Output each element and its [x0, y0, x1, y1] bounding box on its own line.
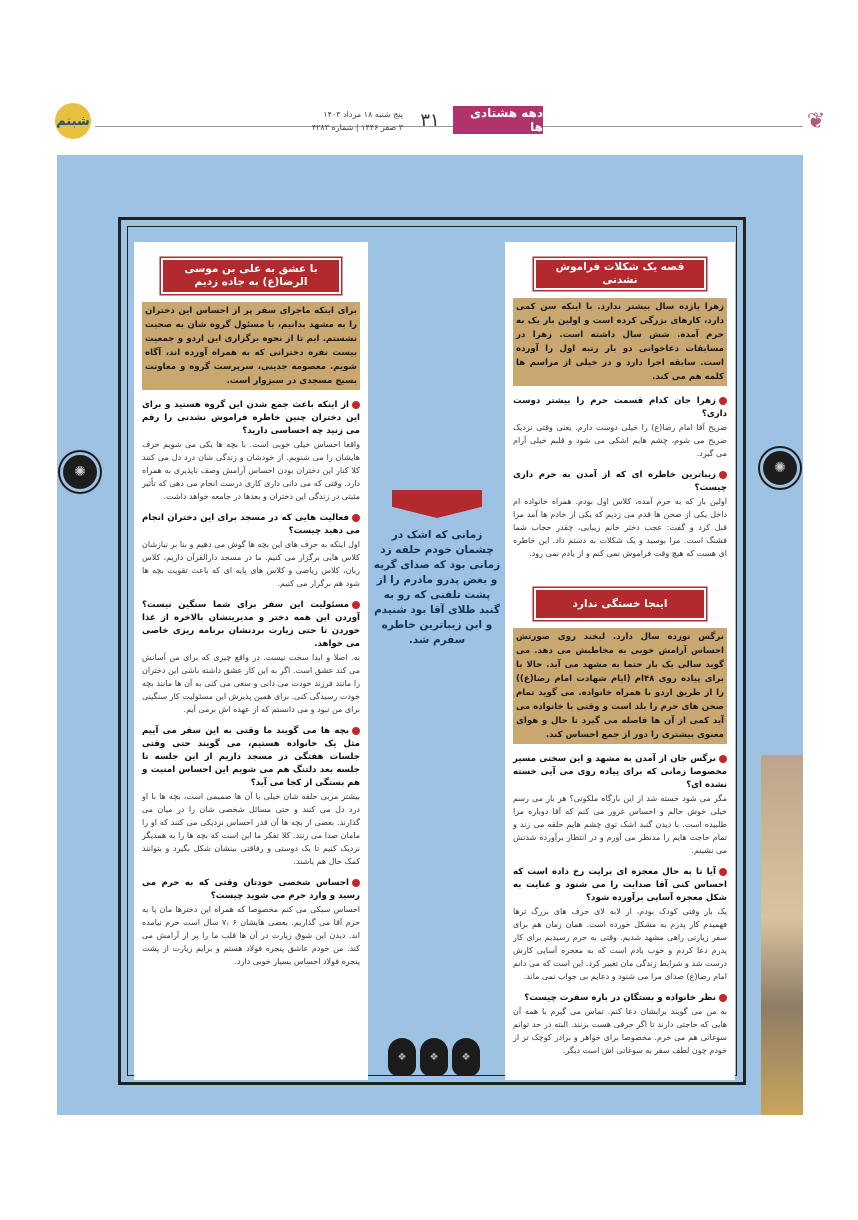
page-number: ۳۱ [420, 109, 440, 131]
question: از اینکه باعث جمع شدن این گروه هستید و برای این دختران چنین خاطره فراموش نشدنی را رقم می زنید چه احساسی دارید؟ [142, 400, 360, 436]
question: فعالیت هایی که در مسجد برای این دختران انجام می دهید چیست؟ [142, 513, 360, 536]
answer: یک بار وقتی کودک بودم، از لابه لای حرف های بزرگ ترها فهمیدم کار پدرم به مشکل خورده است. همان زمان هم برای سفر زیارتی راهی مشهد شدیم. وقتی به حرم رسیدیم برای کار پدرم دعا کردم و خوب یادم است که به معجزه آسایی کارش درست شد و شرایط زندگی مان تغییر کرد. این است که می دانم امام رضا(ع) صدای مرا می شنود و دعایم بی جواب نمی ماند. [513, 907, 727, 981]
answer: واقعا احساس خیلی خوبی است. با بچه ها یکی می شویم حرف هایشان را می شنویم. از خودشان و زندگی شان درد دل می کنند کلا کنار این دختران بودن احساس آرامش وصف ناپذیری به همراه دارد. وقتی که می دانی داری کاری درست انجام می دهی که تأثیر مثبتی در زندگی این دختران و بعدها در جامعه خواهد داشت. [142, 440, 360, 501]
answer: مگر می شود خسته شد از این بارگاه ملکوتی؟ هر بار می رسم خیلی خوش حالم و احساس غرور می کنم که آقا دوباره مرا طلبیده است. با دیدن گنبد اشک توی چشم هایم حلقه می زند و تمام حاجت هایم را مدنظر می آورم و در انتظار برآورده شدنش می نشینم. [513, 794, 727, 855]
ornament-icon: ❦ [806, 108, 826, 134]
calligraphy-emblems [384, 1038, 484, 1078]
bullet-icon [719, 994, 727, 1002]
answer: اول اینکه به حرف های این بچه ها گوش می دهیم و بنا بر نیازشان کلاس هایی برگزار می کنیم. ما در مسجد دارالقرآن داریم، کلاس زبان، کلاس ریاضی و کلاس های پایه ای که باعث تقویت بچه ها شود هم برگزار می کنیم. [142, 540, 360, 588]
bullet-icon [352, 601, 360, 609]
question: نظر خانواده و بستگان در باره سفرت چیست؟ [513, 992, 727, 1005]
date-line-1: پنج شنبه ۱۸ مرداد ۱۴۰۳ [323, 110, 403, 119]
question: آیا تا به حال معجزه ای برایت رخ داده است که احساس کنی آقا صدایت را می شنود و عنایت به شکل معجزه آسایی برآورده شود؟ [513, 867, 727, 903]
article-intro: زهرا یازده سال بیشتر ندارد. با اینکه سن کمی دارد، کارهای بزرگی کرده است و اولین بار یک به حرم آمده. شش سال داشته است. زهرا در مسابقات دعاخوانی دو بار رتبه اول را آورده است. سابقه اجرا دارد و در خیلی از مراسم ها کلمه هم می کند. [513, 298, 727, 386]
article-intro: برای اینکه ماجرای سفر پر از احساس این دختران را به مشهد بدانیم، با مسئول گروه شان به صحبت نشستم. ایم تا از نحوه برگزاری این اردو و جمعیت بیست نفره دخترانی که به همراه آورده اند، آگاه شویم. معصومه جدینی، سرپرست گروه و معاونت بسیج مسجدی در سبزوار است. [142, 302, 360, 390]
question: نرگس جان از آمدن به مشهد و این سختی مسیر مخصوصا زمانی که برای پیاده روی می آیی خسته نشده ای؟ [513, 754, 727, 790]
date-line-2: ۳ صفر ۱۴۴۶ | شماره ۴۲۸۳ [311, 123, 403, 132]
city-photo-strip [761, 755, 803, 1115]
bullet-icon [352, 514, 360, 522]
question: مسئولیت این سفر برای شما سنگین نیست؟ آوردن این همه دختر و مدیریتشان بالاخره از غذا خوردن تا حتی زیارت بردنشان برنامه ریزی خاصی می خواهد. [142, 600, 360, 649]
bullet-icon [352, 879, 360, 887]
pull-quote-flag [392, 490, 482, 518]
bullet-icon [352, 401, 360, 409]
article-title: با عشق به علی بن موسی الرضا(ع) به جاده زدیم [161, 258, 341, 294]
bullet-icon [719, 397, 727, 405]
answer: بیشتر مربی حلقه شان خیلی با آن ها صمیمی است، بچه ها با او درد دل می کنند و حتی مسائل شخصی شان را در میان می گذارند. بعضی از بچه ها آن قدر احساس نزدیکی می کنند که او را مامان صدا می زنند. کلا تفکر ما این است که بچه ها را به همدیگر نزدیک کنیم تا یک دوستی و رفاقتی بینشان شکل بگیرد و بتوانند کمک حال هم باشند. [142, 792, 360, 866]
calligraphy-medallion-icon: ✺ [60, 452, 100, 492]
answer: نه. اصلا و ابدا سخت نیست. در واقع چیزی که برای من آسانش می کند عشق است. اگر به این کار عشق داشته باشی این دختران را مانند فرزند خودت می دانی و سعی می کنی به آن ها مانند بچه خودت رسیدگی کنی. برای همین پذیرش این مسئولیت کار سنگینی برای من نبود و می دانستم که از عهده اش برمی آیم. [142, 653, 360, 714]
question: بچه ها می گویند ما وقتی به این سفر می آییم مثل یک خانواده هستیم، می گویند حتی وقتی جلسات هفتگی در مسجد داریم از این جلسه تا جلسه بعد دلتنگ هم می شویم این احساس امنیت و هم بستگی از کجا می آید؟ [142, 726, 360, 788]
magazine-logo: شبنم [55, 103, 91, 139]
calligraphy-emblem-icon: ❖ [388, 1038, 416, 1076]
pull-quote-text: زمانی که اشک در چشمان خودم حلقه زد زمانی بود که صدای گریه و بغض پدرو مادرم را از پشت تلفنی که رو به گنبد طلای آقا بود شنیدم و این زیباترین خاطره سفرم شد. [373, 529, 501, 646]
calligraphy-emblem-icon: ❖ [420, 1038, 448, 1076]
article-column-left [134, 242, 368, 1080]
issue-date [223, 108, 403, 134]
answer: احساس سبکی می کنم مخصوصا که همراه این دخترها مان پا به حرم آقا می گذاریم. بعضی هایشان ۶ ،۷ سال است حرم نیامده اند. دیدن این شوق زیارت در آن ها قلب ما را پر از آرامش می کند. من خودم عاشق پنجره فولاد هستم و برایم زیارت از پشت پنجره فولاد احساس بسیار خوبی دارد. [142, 905, 361, 966]
page-header [55, 100, 826, 144]
article-title: قصه یک شکلات فراموش نشدنی [534, 258, 706, 290]
article-title: اینجا خستگی ندارد [534, 588, 706, 620]
calligraphy-emblem-icon: ❖ [452, 1038, 480, 1076]
header-divider [95, 126, 803, 127]
pull-quote [373, 490, 501, 648]
bullet-icon [352, 727, 360, 735]
section-tag: دهه هشتادی ها [453, 106, 543, 134]
answer: به من می گویند برایشان دعا کنم. تماس می گیرم با همه آن هایی که حاجتی دارند تا اگر حرفی هست بزنند. البته در حد توانم سوغاتی هم می خرم. مخصوصا برای خواهر و برادر کوچک تر از خودم چون لطف سفر به سوغاتی اش است دیگر. [513, 1007, 727, 1055]
question: زیباترین خاطره ای که از آمدن به حرم داری چیست؟ [513, 470, 727, 493]
article-intro: نرگس نوزده سال دارد. لبخند روی صورتش احساس آرامش خوبی به مخاطبش می دهد. می گوید سالی یک بار حتما به مشهد می آید. حالا با برای پیاده روی ۴۸ام (ایام شهادت امام رضا(ع)) را از طریق اردو با همراه خانواده. می گوید تمام صحن های حرم را بلد است و وقتی با خانواده می آید کمی از آن ها فاصله می گیرد تا حال و هوای معنوی بیشتری را دور از جمع احساس کند. [513, 628, 727, 744]
bullet-icon [719, 755, 727, 763]
question: احساس شخصی خودتان وقتی که به حرم می رسید و وارد حرم می شوید چیست؟ [142, 878, 360, 901]
calligraphy-medallion-icon: ✺ [760, 448, 800, 488]
bullet-icon [719, 868, 727, 876]
answer: اولین بار که به حرم آمده، کلاس اول بودم. همراه خانواده ام داخل یکی از صحن ها قدم می زدیم که یکی از خادم ها آمد مرا قبل کرد و گفت: عجب دختر خانم زیبایی، چقدر حجاب شما قشنگ است. مرا بوسید و یک شکلات به دستم داد. این خاطره ای هست که هیچ وقت فراموش نمی کنم و از یادم نمی رود. [513, 497, 727, 558]
answer: ضریح آقا امام رضا(ع) را خیلی دوست دارم. یعنی وقتی نزدیک ضریح می شوم، چشم هایم اشکی می شود و قلبم خیلی آرام می گیرد. [513, 423, 727, 458]
question: زهرا جان کدام قسمت حرم را بیشتر دوست داری؟ [513, 396, 727, 419]
bullet-icon [719, 471, 727, 479]
article-column-right [505, 242, 735, 1080]
